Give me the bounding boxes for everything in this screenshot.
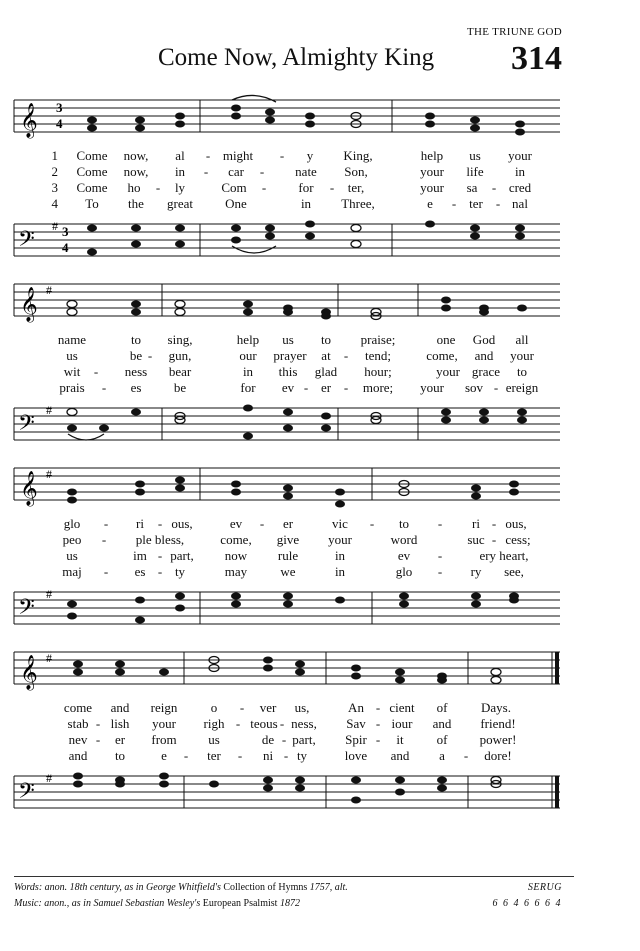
svg-text:𝄞: 𝄞 [20,103,38,138]
final-barline [555,652,559,684]
verse-1-line: glo - ri - ous, ev - er vic - to - ri - ous, [63,516,527,531]
verse-2-line: stab - lish your righ - teous - ness, Sav - iour and friend! [67,716,516,731]
hymn-number: 314 [511,40,562,77]
svg-text:𝄞: 𝄞 [20,471,38,506]
svg-text:𝄞: 𝄞 [20,655,38,690]
svg-text:𝄢: 𝄢 [18,595,35,625]
svg-text:4: 4 [62,240,69,255]
svg-text:#: # [46,467,52,481]
verse-2-line: peo - ple bless, come, give your word suc - cess; [62,532,531,547]
verse-3-line: 3 Come ho - ly Com - for - ter, your sa - cred [51,180,532,195]
footer-divider [14,876,574,877]
svg-text:𝄢: 𝄢 [18,779,35,809]
verse-3-line: us im - part, now rule in ev - ery heart, [66,548,529,563]
tune-name: SERUG [527,882,562,893]
bass-staff [0,400,640,460]
svg-text:#: # [46,771,52,785]
svg-text:#: # [52,219,58,233]
svg-text:𝄢: 𝄢 [18,411,35,441]
section-label: THE TRIUNE GOD [466,26,562,38]
bass-staff [0,768,640,828]
svg-text:#: # [46,403,52,417]
verse-1-line: 1 Come now, al - might - y King, help us your [51,148,532,163]
music-credit: Music: anon., as in Samuel Sebastian Wesley's European Psalmist 1872 [14,898,300,909]
words-credit: Words: anon. 18th century, as in George Whitfield's Collection of Hymns 1757, alt. [14,882,348,893]
svg-text:𝄞: 𝄞 [20,287,38,322]
treble-staff [0,92,640,152]
verse-4-line: maj - es - ty may we in glo - ry see, [62,564,524,579]
svg-text:#: # [46,651,52,665]
music-system-1 [0,92,640,272]
music-system-2 [0,276,640,456]
svg-text:4: 4 [56,116,63,131]
final-barline [555,776,559,808]
svg-text:#: # [46,283,52,297]
verse-1-line: come and reign o - ver us, An - cient of Days. [63,700,511,715]
verse-4-line: 4 To the great One in Three, e - ter - nal [51,196,528,211]
treble-staff [0,276,640,336]
music-system-4 [0,644,640,824]
verse-2-line: 2 Come now, in - car - nate Son, your life in [51,164,526,179]
hymn-title: Come Now, Almighty King [158,44,435,71]
treble-staff [0,460,640,520]
meter: 6 6 4 6 6 6 4 [492,898,562,909]
bass-staff [0,216,640,276]
verse-3-line: nev - er from us de - part, Spir - it of power! [68,732,517,747]
svg-text:𝄢: 𝄢 [18,227,35,257]
verse-3-line: wit - ness bear in this glad hour; your grace to [63,364,528,379]
svg-text:#: # [46,587,52,601]
bass-staff [0,584,640,644]
verse-2-line: us be - gun, our prayer at - tend; come, and your [66,348,534,363]
verse-4-line: and to e - ter - ni - ty love and a - dore! [68,748,512,763]
music-system-3 [0,460,640,640]
svg-text:3: 3 [62,224,69,239]
treble-staff [0,644,640,704]
verse-1-line: name to sing, help us to praise; one God all [57,332,529,347]
svg-text:3: 3 [56,100,63,115]
verse-4-line: prais - es be for ev - er - more; your sov - ereign [59,380,539,395]
